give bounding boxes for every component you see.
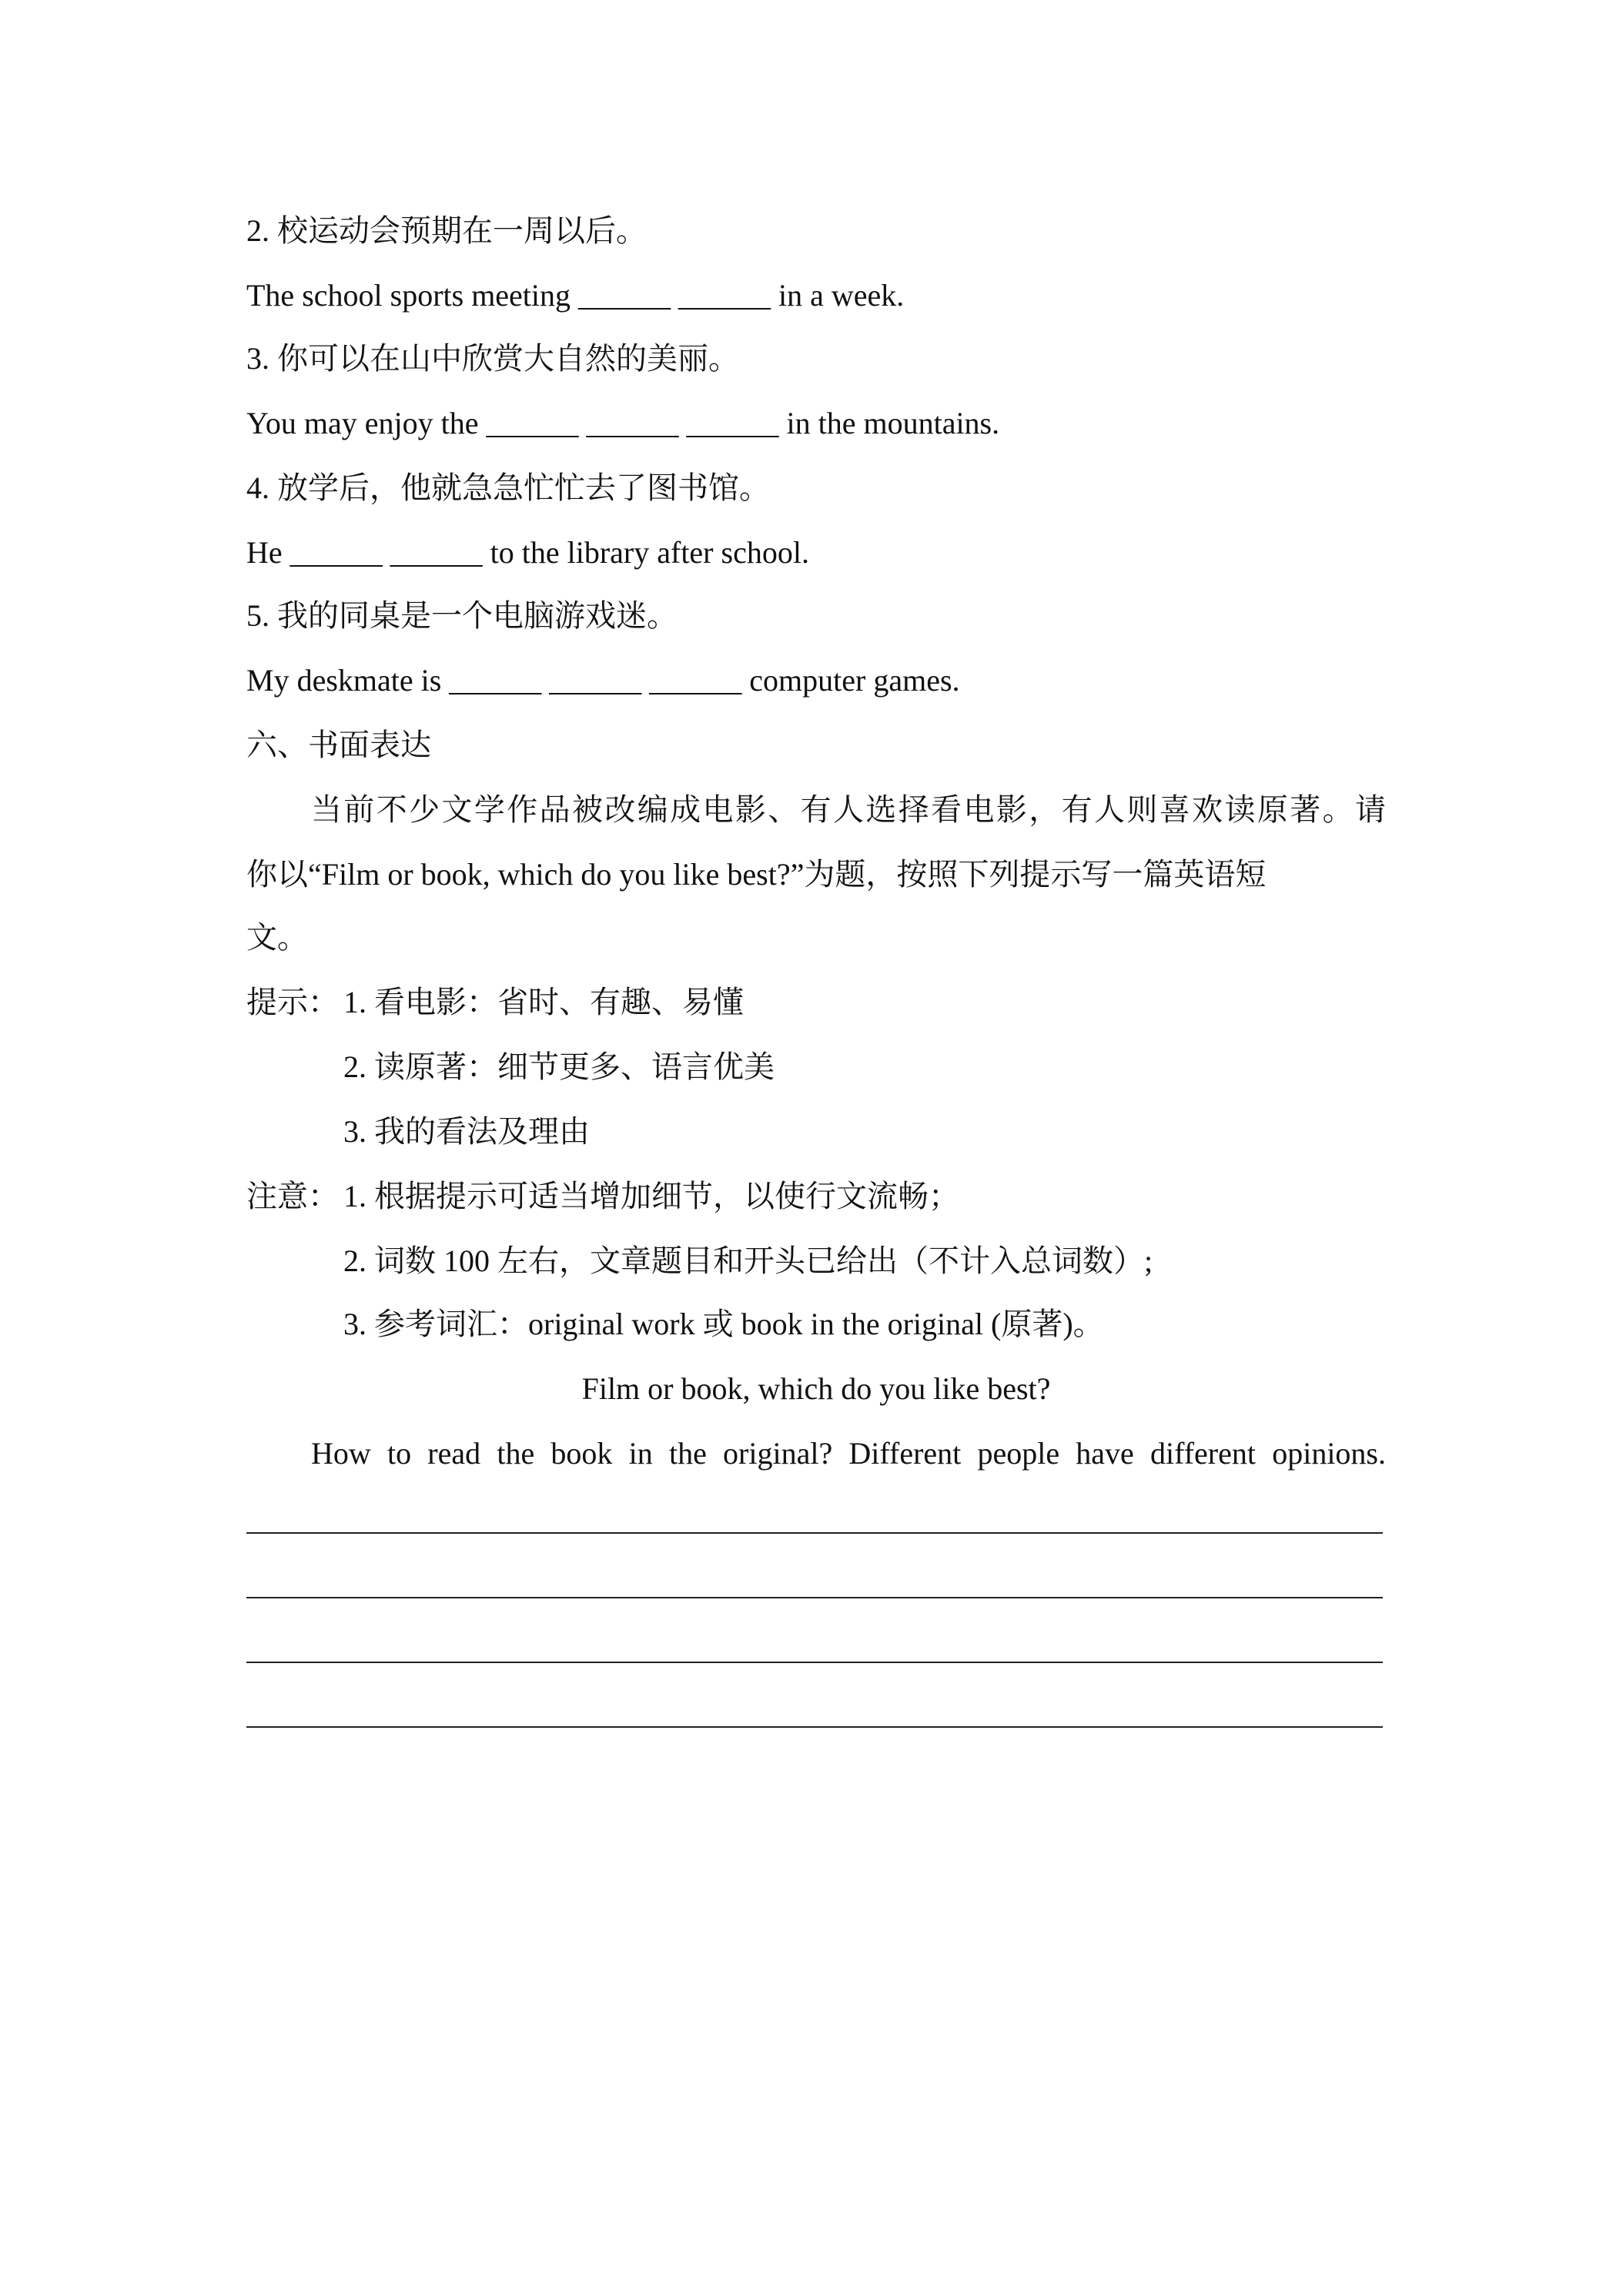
answer-line-1[interactable] [246,1532,1383,1534]
hint-2: 2. 读原著：细节更多、语言优美 [343,1049,775,1084]
exercise-2-english: The school sports meeting ______ ______ in a week. [246,278,905,313]
hints-label: 提示： [246,985,339,1019]
hint-1: 1. 看电影：省时、有趣、易懂 [343,985,744,1019]
exercise-2-chinese: 2. 校运动会预期在一周以后。 [246,213,647,248]
exercise-5-english: My deskmate is ______ ______ ______ computer games. [246,663,960,698]
prompt-line-2: 你以“Film or book, which do you like best?”为题，按照下列提示写一篇英语短 [246,857,1267,892]
exercise-4-chinese: 4. 放学后，他就急急忙忙去了图书馆。 [246,470,770,505]
answer-line-2[interactable] [246,1597,1383,1598]
exercise-3-chinese: 3. 你可以在山中欣赏大自然的美丽。 [246,341,739,376]
exercise-5-chinese: 5. 我的同桌是一个电脑游戏迷。 [246,598,678,633]
prompt-line-1: 当前不少文学作品被改编成电影、有人选择看电影，有人则喜欢读原著。请 [311,792,1386,827]
exercise-4-english: He ______ ______ to the library after school. [246,535,809,570]
notes-label: 注意： [246,1179,339,1213]
note-2: 2. 词数 100 左右，文章题目和开头已给出（不计入总词数）; [343,1243,1153,1278]
note-1: 1. 根据提示可适当增加细节，以使行文流畅； [343,1179,959,1213]
hint-3: 3. 我的看法及理由 [343,1114,590,1149]
essay-title: Film or book, which do you like best? [581,1371,1051,1406]
answer-line-4[interactable] [246,1726,1383,1728]
exercise-3-english: You may enjoy the ______ ______ ______ in the mountains. [246,406,1000,440]
answer-line-3[interactable] [246,1662,1383,1663]
section-heading: 六、书面表达 [246,728,431,762]
essay-opening: How to read the book in the original? Different people have different opinions. [311,1436,1386,1471]
prompt-line-3: 文。 [246,920,308,955]
note-3: 3. 参考词汇：original work 或 book in the original (原著)。 [343,1307,1104,1341]
